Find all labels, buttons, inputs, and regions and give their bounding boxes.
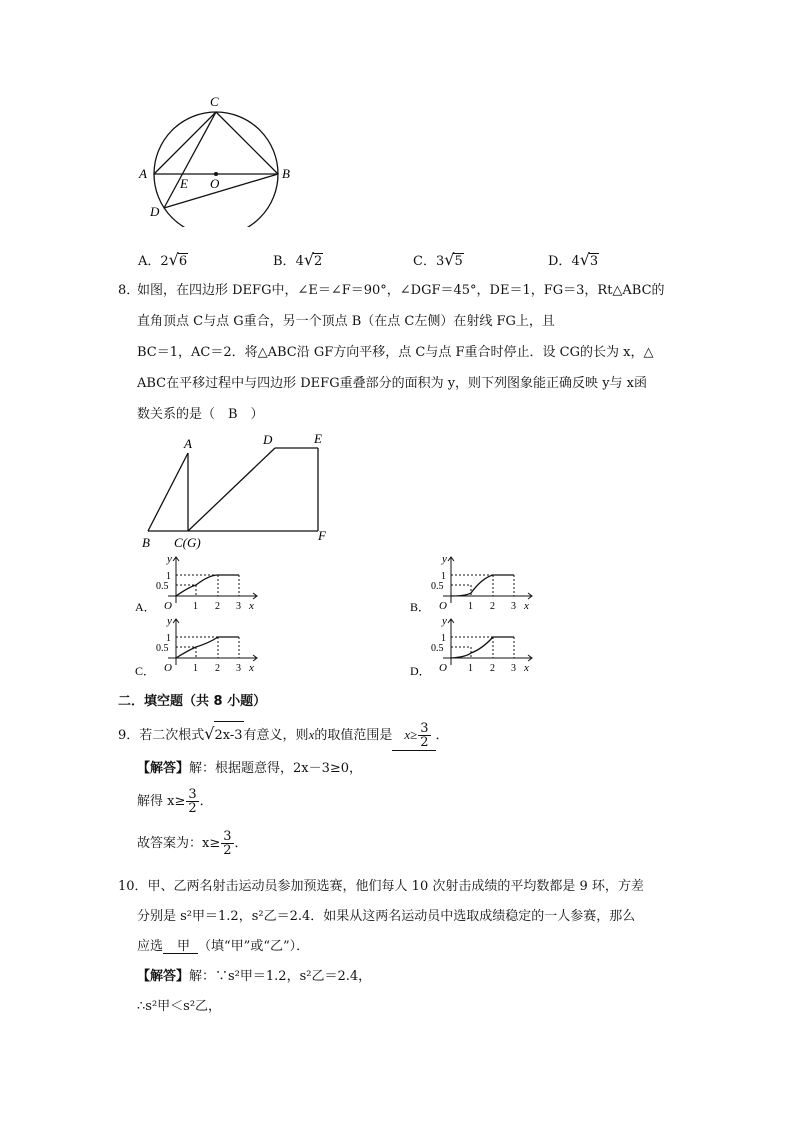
option-radicand: 3 — [589, 254, 599, 269]
label-f: F — [318, 528, 326, 543]
label-b: B — [282, 166, 290, 181]
option-coef: 3 — [435, 254, 445, 269]
q10-line-2: 分别是 s²甲＝1.2，s²乙＝2.4．如果从这两名运动员中选取成绩稳定的一人参赛，那么 — [137, 909, 636, 924]
q8-line-5: 数关系的是（ B ） — [137, 407, 264, 422]
q9-prefix: 若二次根式 — [139, 728, 205, 743]
y-label: y — [442, 615, 447, 627]
fraction-denominator: 2 — [420, 735, 429, 750]
label-a: A — [184, 436, 192, 451]
solution-tag: 【解答】 — [137, 761, 190, 776]
q8-quadrilateral-figure — [138, 428, 343, 552]
q7-option-a — [138, 250, 188, 269]
y-tick-1: 1 — [166, 571, 171, 582]
y-label: y — [442, 553, 447, 565]
option-letter: A． — [135, 600, 156, 614]
q7-option-d — [548, 250, 599, 269]
option-radicand: 5 — [454, 254, 463, 269]
option-coef: 4 — [571, 254, 580, 269]
q8-number: 8． — [118, 283, 140, 298]
y-tick-05: 0.5 — [431, 581, 444, 592]
q10-solution-line-1 — [137, 970, 371, 983]
y-tick-1: 1 — [441, 571, 446, 582]
x-tick-3: 3 — [236, 601, 241, 612]
solution-fraction — [186, 788, 198, 815]
section-heading: 二．填空题（共 8 小题） — [118, 694, 267, 709]
label-cg: C(G) — [174, 535, 201, 550]
q8-line-3: BC＝1，AC＝2．将△ABC沿 GF方向平移，点 C与点 F重合时停止．设 CG的长为 x，△ — [137, 345, 654, 360]
x-tick-3: 3 — [511, 663, 516, 674]
origin: O — [439, 662, 447, 674]
radical-sign: √ — [168, 250, 179, 269]
x-label: x — [524, 662, 529, 674]
q9-var: x — [308, 727, 315, 742]
option-coef: 2 — [160, 254, 169, 269]
chord-bc — [216, 112, 278, 174]
x-tick-3: 3 — [236, 663, 241, 674]
option-radicand: 2 — [314, 254, 323, 269]
x-tick-2: 2 — [490, 663, 495, 674]
label-o: O — [210, 176, 220, 191]
q9-tail: 的取值范围是 — [314, 728, 393, 743]
option-letter: C． — [135, 664, 156, 678]
q9-answer-blank — [392, 721, 435, 751]
q10-line3-pre: 应选 — [137, 939, 164, 954]
solution-end: ． — [234, 836, 248, 851]
origin: O — [164, 600, 172, 612]
q10-line3-post: （填“甲”或“乙”）． — [198, 939, 310, 954]
solution-text: 故答案为：x≥ — [137, 836, 221, 851]
option-letter: A． — [138, 254, 161, 269]
option-coef: 4 — [295, 254, 304, 269]
radical-sign: √ — [303, 250, 315, 269]
fraction-denominator: 2 — [188, 801, 197, 816]
option-letter: D． — [548, 254, 572, 269]
option-letter: B． — [273, 254, 296, 269]
y-tick-05: 0.5 — [156, 643, 169, 654]
fraction-numerator: 3 — [223, 829, 232, 844]
x-tick-1: 1 — [468, 663, 473, 674]
q8-graph-option-c — [135, 615, 265, 680]
fraction-denominator: 2 — [223, 843, 232, 858]
circle-o — [154, 112, 278, 227]
x-label: x — [524, 600, 529, 612]
q10-line-3 — [137, 940, 309, 954]
q8-line-2: 直角顶点 C与点 G重合，另一个顶点 B（在点 C左侧）在射线 FG上，且 — [137, 314, 555, 329]
solution-text: 解：∵s²甲＝1.2，s²乙＝2.4， — [189, 969, 372, 984]
q7-option-c — [413, 250, 464, 269]
q9-solution-line-1 — [137, 762, 362, 775]
y-tick-1: 1 — [441, 633, 446, 644]
q9-solution-line-2 — [137, 788, 213, 815]
x-tick-2: 2 — [215, 601, 220, 612]
q9-answer-fraction — [418, 722, 430, 749]
chord-cd — [164, 112, 216, 208]
q8-graph-option-a — [135, 553, 265, 618]
q8-line-4: ABC在平移过程中与四边形 DEFG重叠部分的面积为 y，则下列图象能正确反映 y与 x函 — [137, 376, 647, 391]
segment-ab — [148, 453, 188, 531]
solution-text: 解：根据题意得，2x－3≥0， — [189, 761, 363, 776]
x-tick-2: 2 — [215, 663, 220, 674]
q9-answer-lhs: x≥ — [404, 727, 418, 742]
y-tick-05: 0.5 — [156, 581, 169, 592]
x-tick-1: 1 — [193, 663, 198, 674]
x-tick-2: 2 — [490, 601, 495, 612]
x-tick-1: 1 — [468, 601, 473, 612]
option-letter: B． — [410, 600, 431, 614]
label-e: E — [180, 176, 188, 191]
origin: O — [439, 600, 447, 612]
label-c: C — [210, 94, 219, 109]
label-d: D — [263, 432, 273, 447]
chord-ac — [154, 112, 216, 174]
fraction-numerator: 3 — [188, 787, 197, 802]
q7-option-b — [273, 250, 323, 269]
q9-end: ． — [435, 728, 449, 743]
option-letter: C． — [413, 254, 436, 269]
x-tick-3: 3 — [511, 601, 516, 612]
x-label: x — [249, 600, 254, 612]
y-label: y — [167, 615, 172, 627]
x-label: x — [249, 662, 254, 674]
q9-question — [118, 720, 449, 751]
option-letter: D． — [410, 664, 431, 678]
q10-answer-blank: 甲 — [163, 940, 198, 954]
q9-number: 9． — [118, 728, 140, 743]
q10-number: 10． — [118, 879, 148, 894]
q10-line-1 — [118, 880, 644, 893]
q9-mid: 有意义，则 — [243, 728, 309, 743]
solution-fraction — [221, 830, 233, 857]
origin: O — [164, 662, 172, 674]
y-tick-1: 1 — [166, 633, 171, 644]
radical-sign: √ — [204, 724, 215, 743]
q9-solution-line-3 — [137, 830, 248, 857]
solution-text: 解得 x≥ — [137, 794, 186, 809]
q9-radicand: 2x-3 — [214, 721, 244, 750]
label-a: A — [139, 166, 147, 181]
segment-gd — [188, 448, 275, 531]
option-radicand: 6 — [178, 254, 188, 269]
q10-solution-line-2: ∴s²甲＜s²乙， — [137, 999, 222, 1014]
radical-sign: √ — [579, 250, 590, 269]
fraction-numerator: 3 — [420, 721, 429, 736]
q8-line-1: 如图，在四边形 DEFG中，∠E＝∠F＝90°，∠DGF＝45°，DE＝1，FG＝3，Rt△ABC的 — [137, 283, 665, 298]
solution-end: ． — [199, 794, 213, 809]
q7-circle-figure — [132, 92, 302, 227]
q8-graph-option-d — [410, 615, 540, 680]
solution-tag: 【解答】 — [137, 969, 190, 984]
y-label: y — [167, 553, 172, 565]
label-d: D — [150, 204, 160, 219]
q10-text: 甲、乙两名射击运动员参加预选赛，他们每人 10 次射击成绩的平均数都是 9 环，方差 — [147, 879, 644, 894]
x-tick-1: 1 — [193, 601, 198, 612]
label-e: E — [314, 431, 322, 446]
q8-graph-option-b — [410, 553, 540, 618]
label-b: B — [142, 535, 150, 550]
y-tick-05: 0.5 — [431, 643, 444, 654]
radical-sign: √ — [444, 250, 455, 269]
